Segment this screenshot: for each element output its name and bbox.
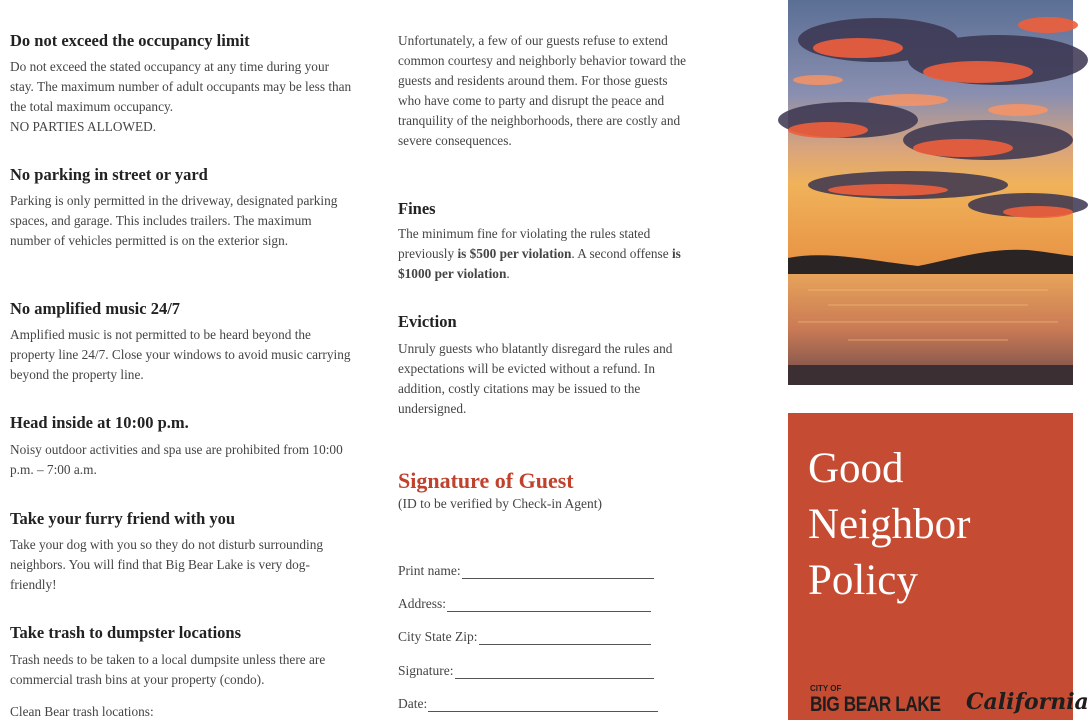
address-label: Address:	[398, 596, 446, 611]
section-body-pets: Take your dog with you so they do not disturb surrounding neighbors. You will find that Big Bear Lake is very dog-friendly!	[10, 537, 323, 592]
fines-body: The minimum fine for violating the rules stated previously is $500 per violation. A second offense is $1000 per violation.	[398, 226, 681, 281]
signature-title: Signature of Guest	[398, 468, 574, 493]
date-field[interactable]	[398, 696, 658, 712]
section-heading-occupancy: Do not exceed the occupancy limit	[10, 31, 250, 50]
fine-first-amount: is $500 per violation	[457, 246, 572, 261]
cover-title-line-2: Neighbor	[808, 501, 971, 548]
logo-city-of: CITY OF	[810, 684, 842, 693]
signature-label: Signature:	[398, 663, 454, 678]
consequences-intro: Unfortunately, a few of our guests refuse to extend common courtesy and neighborly behavior toward the guests and residents around them. For those guests who have come to party and disrupt the peace and tranquility of the neighborhoods, there are costly and severe consequences.	[398, 33, 687, 148]
fine-second-amount: is $1000 per violation	[398, 246, 681, 281]
logo-california: California	[966, 689, 1089, 715]
city-state-zip-line[interactable]	[479, 632, 651, 645]
date-line[interactable]	[428, 699, 658, 712]
address-field[interactable]	[398, 596, 651, 612]
section-heading-pets: Take your furry friend with you	[10, 509, 236, 528]
address-line[interactable]	[447, 599, 651, 612]
cut-off-heading-left	[10, 0, 250, 6]
logo-big-bear-lake: BIG BEAR LAKE	[810, 693, 941, 716]
signature-subtitle: (ID to be verified by Check-in Agent)	[398, 496, 602, 511]
section-heading-trash: Take trash to dumpster locations	[10, 623, 242, 642]
sunset-lake-photo	[788, 0, 1073, 385]
trash-locations-label: Clean Bear trash locations:	[10, 704, 154, 719]
city-state-zip-label: City State Zip:	[398, 629, 478, 644]
signature-line[interactable]	[455, 666, 654, 679]
city-state-zip-field[interactable]	[398, 629, 651, 645]
no-parties-text: NO PARTIES ALLOWED.	[10, 119, 157, 134]
section-heading-music: No amplified music 24/7	[10, 299, 181, 318]
print-name-field[interactable]	[398, 563, 654, 579]
fines-heading: Fines	[398, 199, 436, 218]
eviction-heading: Eviction	[398, 312, 457, 331]
date-label: Date:	[398, 696, 428, 711]
cover-title-line-3: Policy	[808, 557, 918, 604]
print-name-line[interactable]	[462, 566, 654, 579]
section-body-occupancy: Do not exceed the stated occupancy at any time during your stay. The maximum number of adult occupants may be less than the total maximum occupancy. NO PARTIES ALLOWED.	[10, 59, 352, 134]
cover-panel	[788, 413, 1089, 720]
section-heading-parking: No parking in street or yard	[10, 165, 208, 184]
cover-title	[808, 441, 970, 609]
print-name-label: Print name:	[398, 563, 461, 578]
cover-title-line-1: Good	[808, 445, 904, 492]
section-body-trash: Trash needs to be taken to a local dumpsite unless there are commercial trash bins at your property (condo).	[10, 652, 326, 687]
section-heading-curfew: Head inside at 10:00 p.m.	[10, 413, 189, 432]
section-body-curfew: Noisy outdoor activities and spa use are prohibited from 10:00 p.m. – 7:00 a.m.	[10, 442, 343, 477]
section-body-parking: Parking is only permitted in the driveway, designated parking spaces, and garage. This includes trailers. The maximum number of vehicles permitted is on the exterior sign.	[10, 193, 338, 248]
signature-field[interactable]	[398, 663, 654, 679]
section-body-music: Amplified music is not permitted to be heard beyond the property line 24/7. Close your windows to avoid music carrying beyond the property line.	[10, 327, 351, 382]
eviction-body: Unruly guests who blatantly disregard the rules and expectations will be evicted without a refund. In addition, costly citations may be issued to the undersigned.	[398, 341, 673, 416]
